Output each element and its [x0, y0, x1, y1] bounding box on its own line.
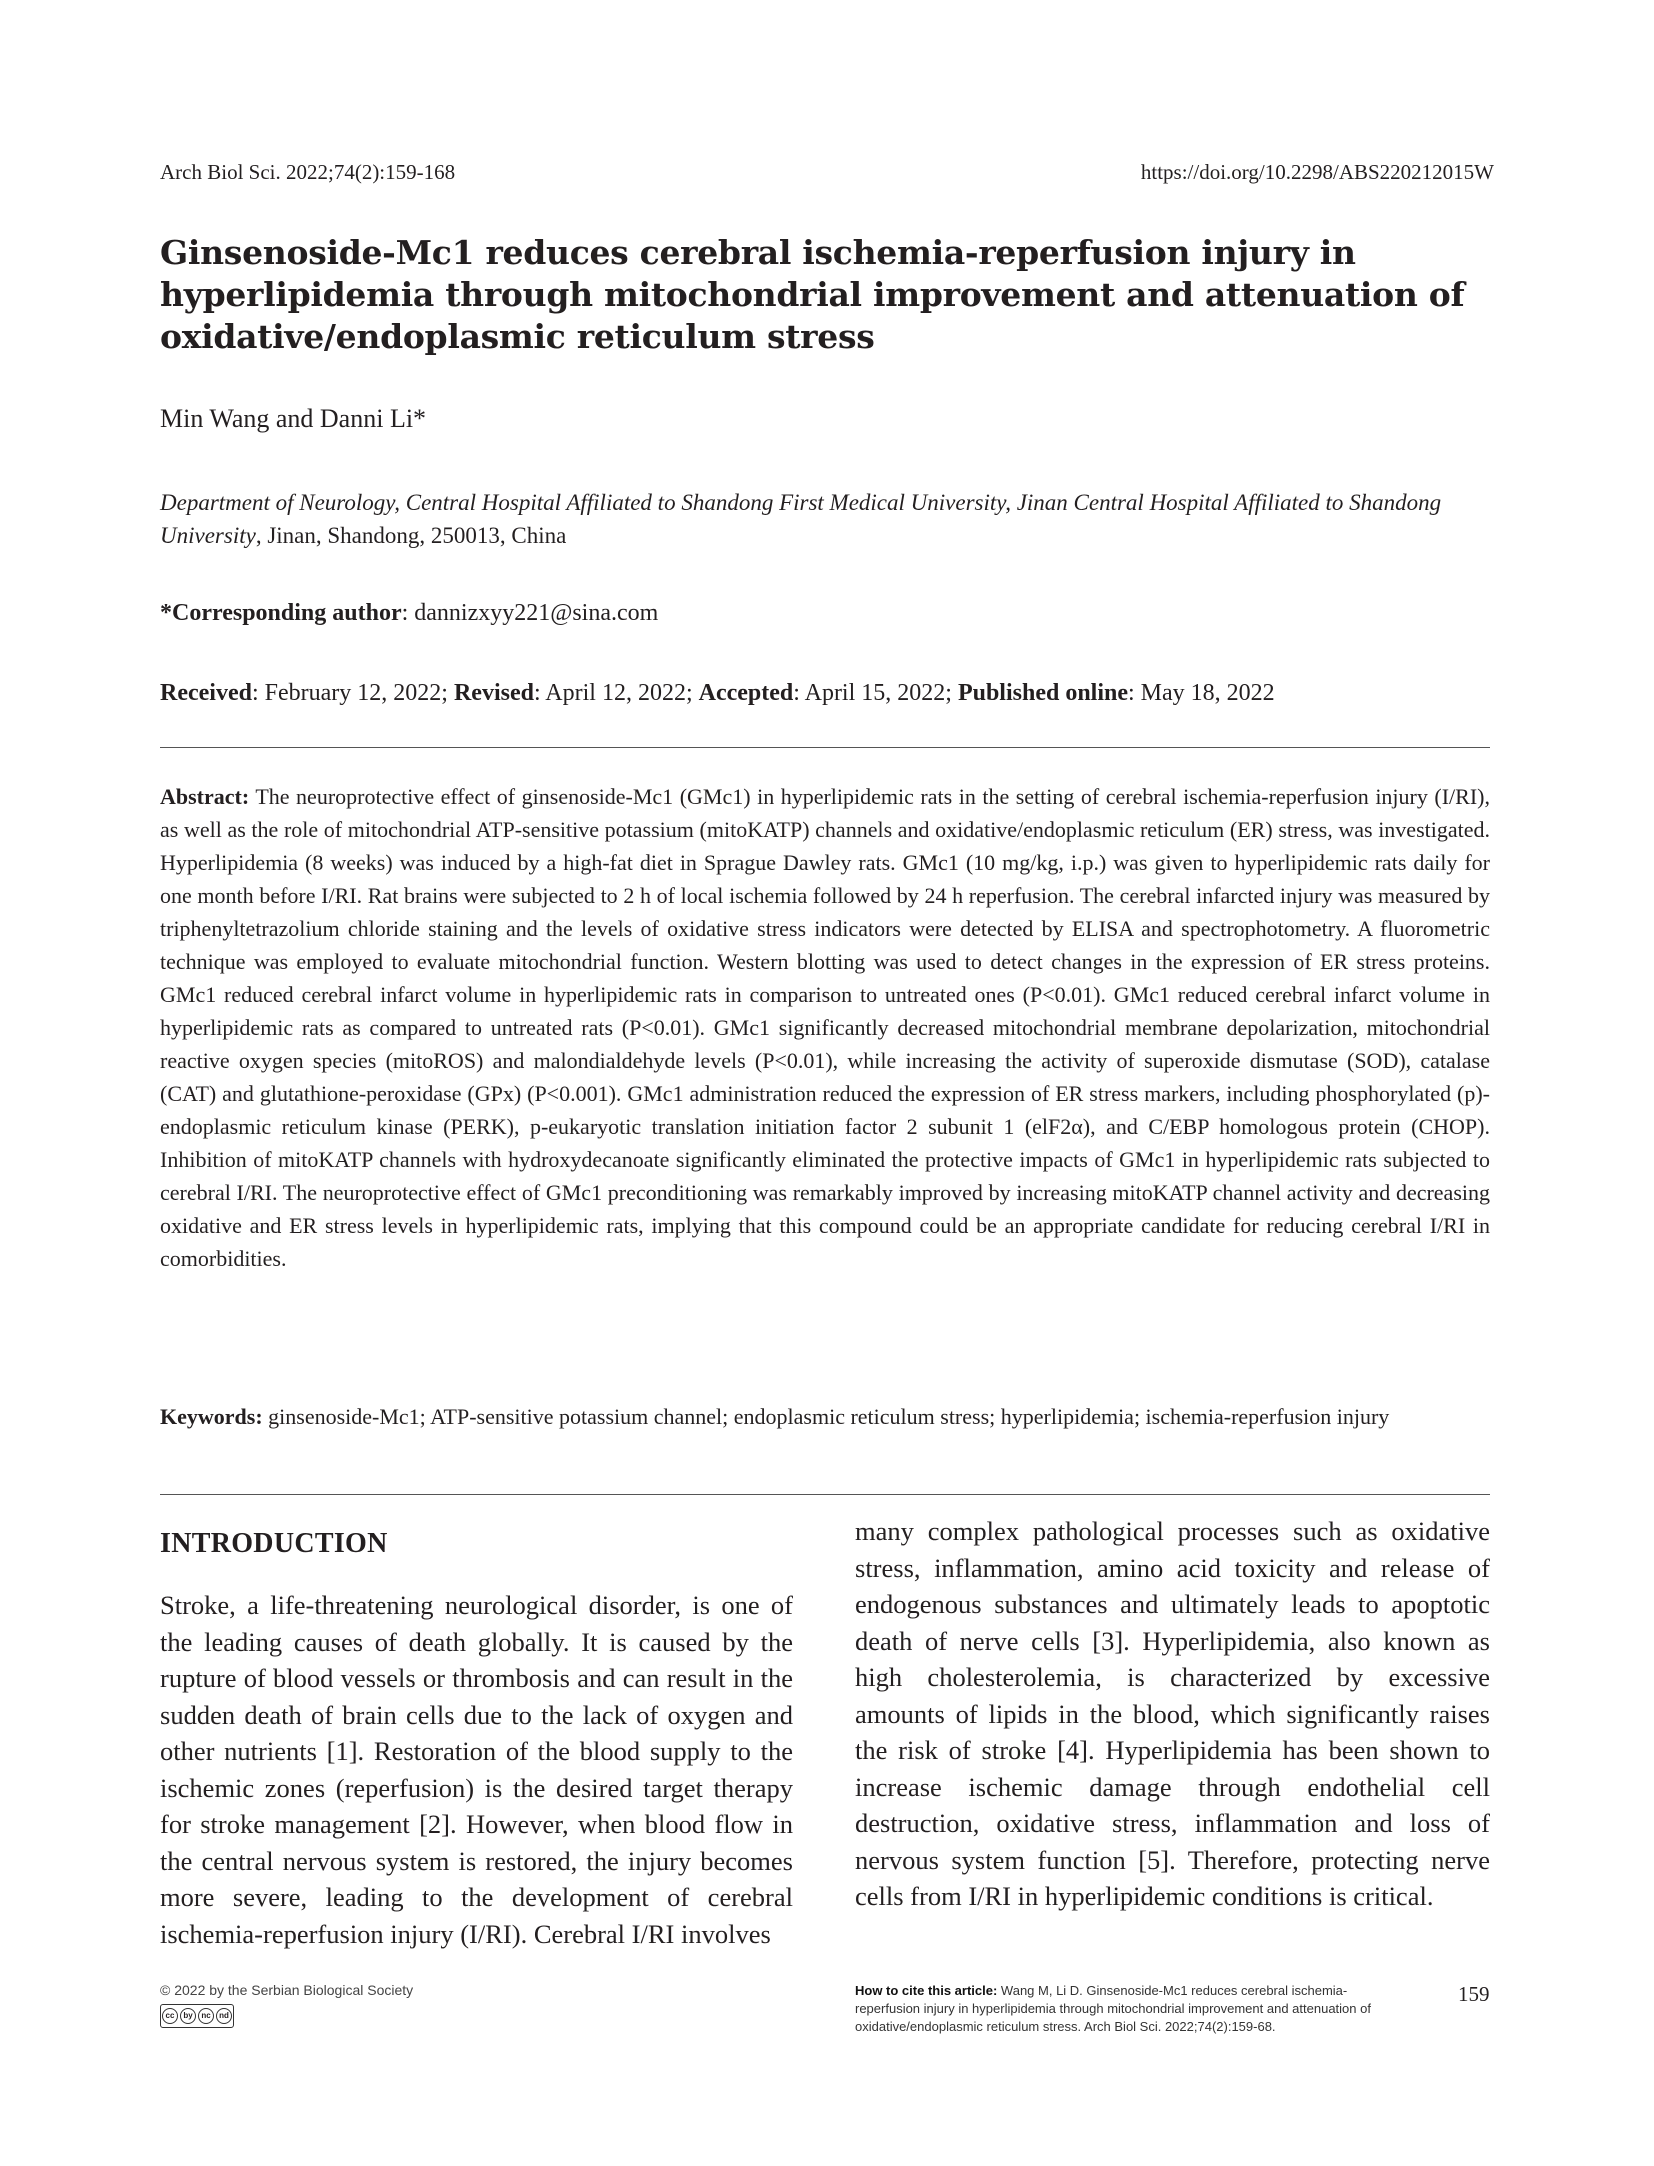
- affiliation: [160, 486, 1500, 552]
- cite-text: Wang M, Li D. Ginsenoside-Mc1 reduces cerebral ischemia-reperfusion injury in hyperlipidemia through mitochondrial improvement and attenuation of oxidative/endoplasmic reticulum stress. Arch Biol Sci. 2022;74(2):159-68.: [855, 1983, 1371, 2034]
- published-date: : May 18, 2022: [1128, 680, 1275, 706]
- abstract-label: Abstract:: [160, 784, 250, 809]
- nd-icon: nd: [216, 2008, 232, 2024]
- abstract-text: The neuroprotective effect of ginsenoside-Mc1 (GMc1) in hyperlipidemic rats in the setting of cerebral ischemia-reperfusion injury (I/RI), as well as the role of mitochondrial ATP-sensitive potassium (mitoKATP) channels and oxidative/endoplasmic reticulum (ER) stress, was investigated. Hyperlipidemia (8 weeks) was induced by a high-fat diet in Sprague Dawley rats. GMc1 (10 mg/kg, i.p.) was given to hyperlipidemic rats daily for one month before I/RI. Rat brains were subjected to 2 h of local ischemia followed by 24 h reperfusion. The cerebral infarcted injury was measured by triphenyltetrazolium chloride staining and the levels of oxidative stress indicators were detected by ELISA and spectrophotometry. A fluorometric technique was employed to evaluate mitochondrial function. Western blotting was used to detect changes in the expression of ER stress proteins. GMc1 reduced cerebral infarct volume in hyperlipidemic rats in comparison to untreated ones (P<0.01). GMc1 reduced cerebral infarct volume in hyperlipidemic rats as compared to untreated rats (P<0.01). GMc1 significantly decreased mitochondrial membrane depolarization, mitochondrial reactive oxygen species (mitoROS) and malondialdehyde levels (P<0.01), while increasing the activity of superoxide dismutase (SOD), catalase (CAT) and glutathione-peroxidase (GPx) (P<0.001). GMc1 administration reduced the expression of ER stress markers, including phosphorylated (p)-endoplasmic reticulum kinase (PERK), p-eukaryotic translation initiation factor 2 subunit 1 (elF2α), and C/EBP homologous protein (CHOP). Inhibition of mitoKATP channels with hydroxydecanoate significantly eliminated the protective impacts of GMc1 in hyperlipidemic rats subjected to cerebral I/RI. The neuroprotective effect of GMc1 preconditioning was remarkably improved by increasing mitoKATP channel activity and decreasing oxidative and ER stress levels in hyperlipidemic rats, implying that this compound could be an appropriate candidate for reducing cerebral I/RI in comorbidities.: [160, 784, 1490, 1271]
- by-icon: by: [180, 2008, 196, 2024]
- article-title: Ginsenoside-Mc1 reduces cerebral ischemia-reperfusion injury in hyperlipidemia through mitochondrial improvement and attenuation of oxidative/endoplasmic reticulum stress: [160, 233, 1465, 356]
- keywords-label: Keywords:: [160, 1404, 263, 1429]
- corresponding-label: *Corresponding author: [160, 600, 402, 626]
- affiliation-institution: Department of Neurology, Central Hospital Affiliated to Shandong First Medical University, Jinan Central Hospital Affiliated to Shandong University: [160, 490, 1442, 548]
- section-heading-introduction: INTRODUCTION: [160, 1528, 388, 1559]
- introduction-right-column: many complex pathological processes such as oxidative stress, inflammation, amino acid toxicity and release of endogenous substances and ultimately leads to apoptotic death of nerve cells [3]. Hyperlipidemia, also known as high cholesterolemia, is characterized by excessive amounts of lipids in the blood, which significantly raises the risk of stroke [4]. Hyperlipidemia has been shown to increase ischemic damage through endothelial cell destruction, oxidative stress, inflammation and loss of nervous system function [5]. Therefore, protecting nerve cells from I/RI in hyperlipidemic conditions is critical.: [855, 1516, 1490, 1911]
- corresponding-email[interactable]: : dannizxyy221@sina.com: [401, 600, 659, 626]
- authors: Min Wang and Danni Li*: [160, 404, 427, 433]
- keywords-text: ginsenoside-Mc1; ATP-sensitive potassium channel; endoplasmic reticulum stress; hyperlipidemia; ischemia-reperfusion injury: [262, 1404, 1390, 1429]
- nc-icon: nc: [198, 2008, 214, 2024]
- accepted-label: Accepted: [698, 680, 794, 706]
- page-number: 159: [1458, 1982, 1490, 2006]
- accepted-date: : April 15, 2022;: [793, 680, 958, 706]
- revised-label: Revised: [453, 680, 534, 706]
- article-dates: [160, 680, 1275, 707]
- cite-label: How to cite this article:: [855, 1983, 998, 1998]
- received-date: : February 12, 2022;: [251, 680, 454, 706]
- cc-icon: cc: [162, 2008, 178, 2024]
- corresponding-author: [160, 600, 658, 627]
- abstract: [160, 780, 1490, 1275]
- published-label: Published online: [957, 680, 1128, 706]
- introduction-left-column: Stroke, a life-threatening neurological disorder, is one of the leading causes of death globally. It is caused by the rupture of blood vessels or thrombosis and can result in the sudden death of brain cells due to the lack of oxygen and other nutrients [1]. Restoration of the blood supply to the ischemic zones (reperfusion) is the desired target therapy for stroke management [2]. However, when blood flow in the central nervous system is restored, the injury becomes more severe, leading to the development of cerebral ischemia-reperfusion injury (I/RI). Cerebral I/RI involves: [160, 1590, 793, 1949]
- journal-reference: Arch Biol Sci. 2022;74(2):159-168: [160, 160, 456, 184]
- revised-date: : April 12, 2022;: [533, 680, 699, 706]
- received-label: Received: [160, 680, 252, 706]
- affiliation-location: , Jinan, Shandong, 250013, China: [255, 523, 567, 548]
- copyright-notice: © 2022 by the Serbian Biological Society: [160, 1982, 414, 1998]
- creative-commons-license-icon[interactable]: [160, 2004, 234, 2028]
- divider-top: [160, 747, 1490, 748]
- doi-link[interactable]: https://doi.org/10.2298/ABS220212015W: [1140, 160, 1494, 184]
- keywords: [160, 1400, 1490, 1433]
- citation-note: [855, 1982, 1395, 2036]
- divider-bottom: [160, 1494, 1490, 1495]
